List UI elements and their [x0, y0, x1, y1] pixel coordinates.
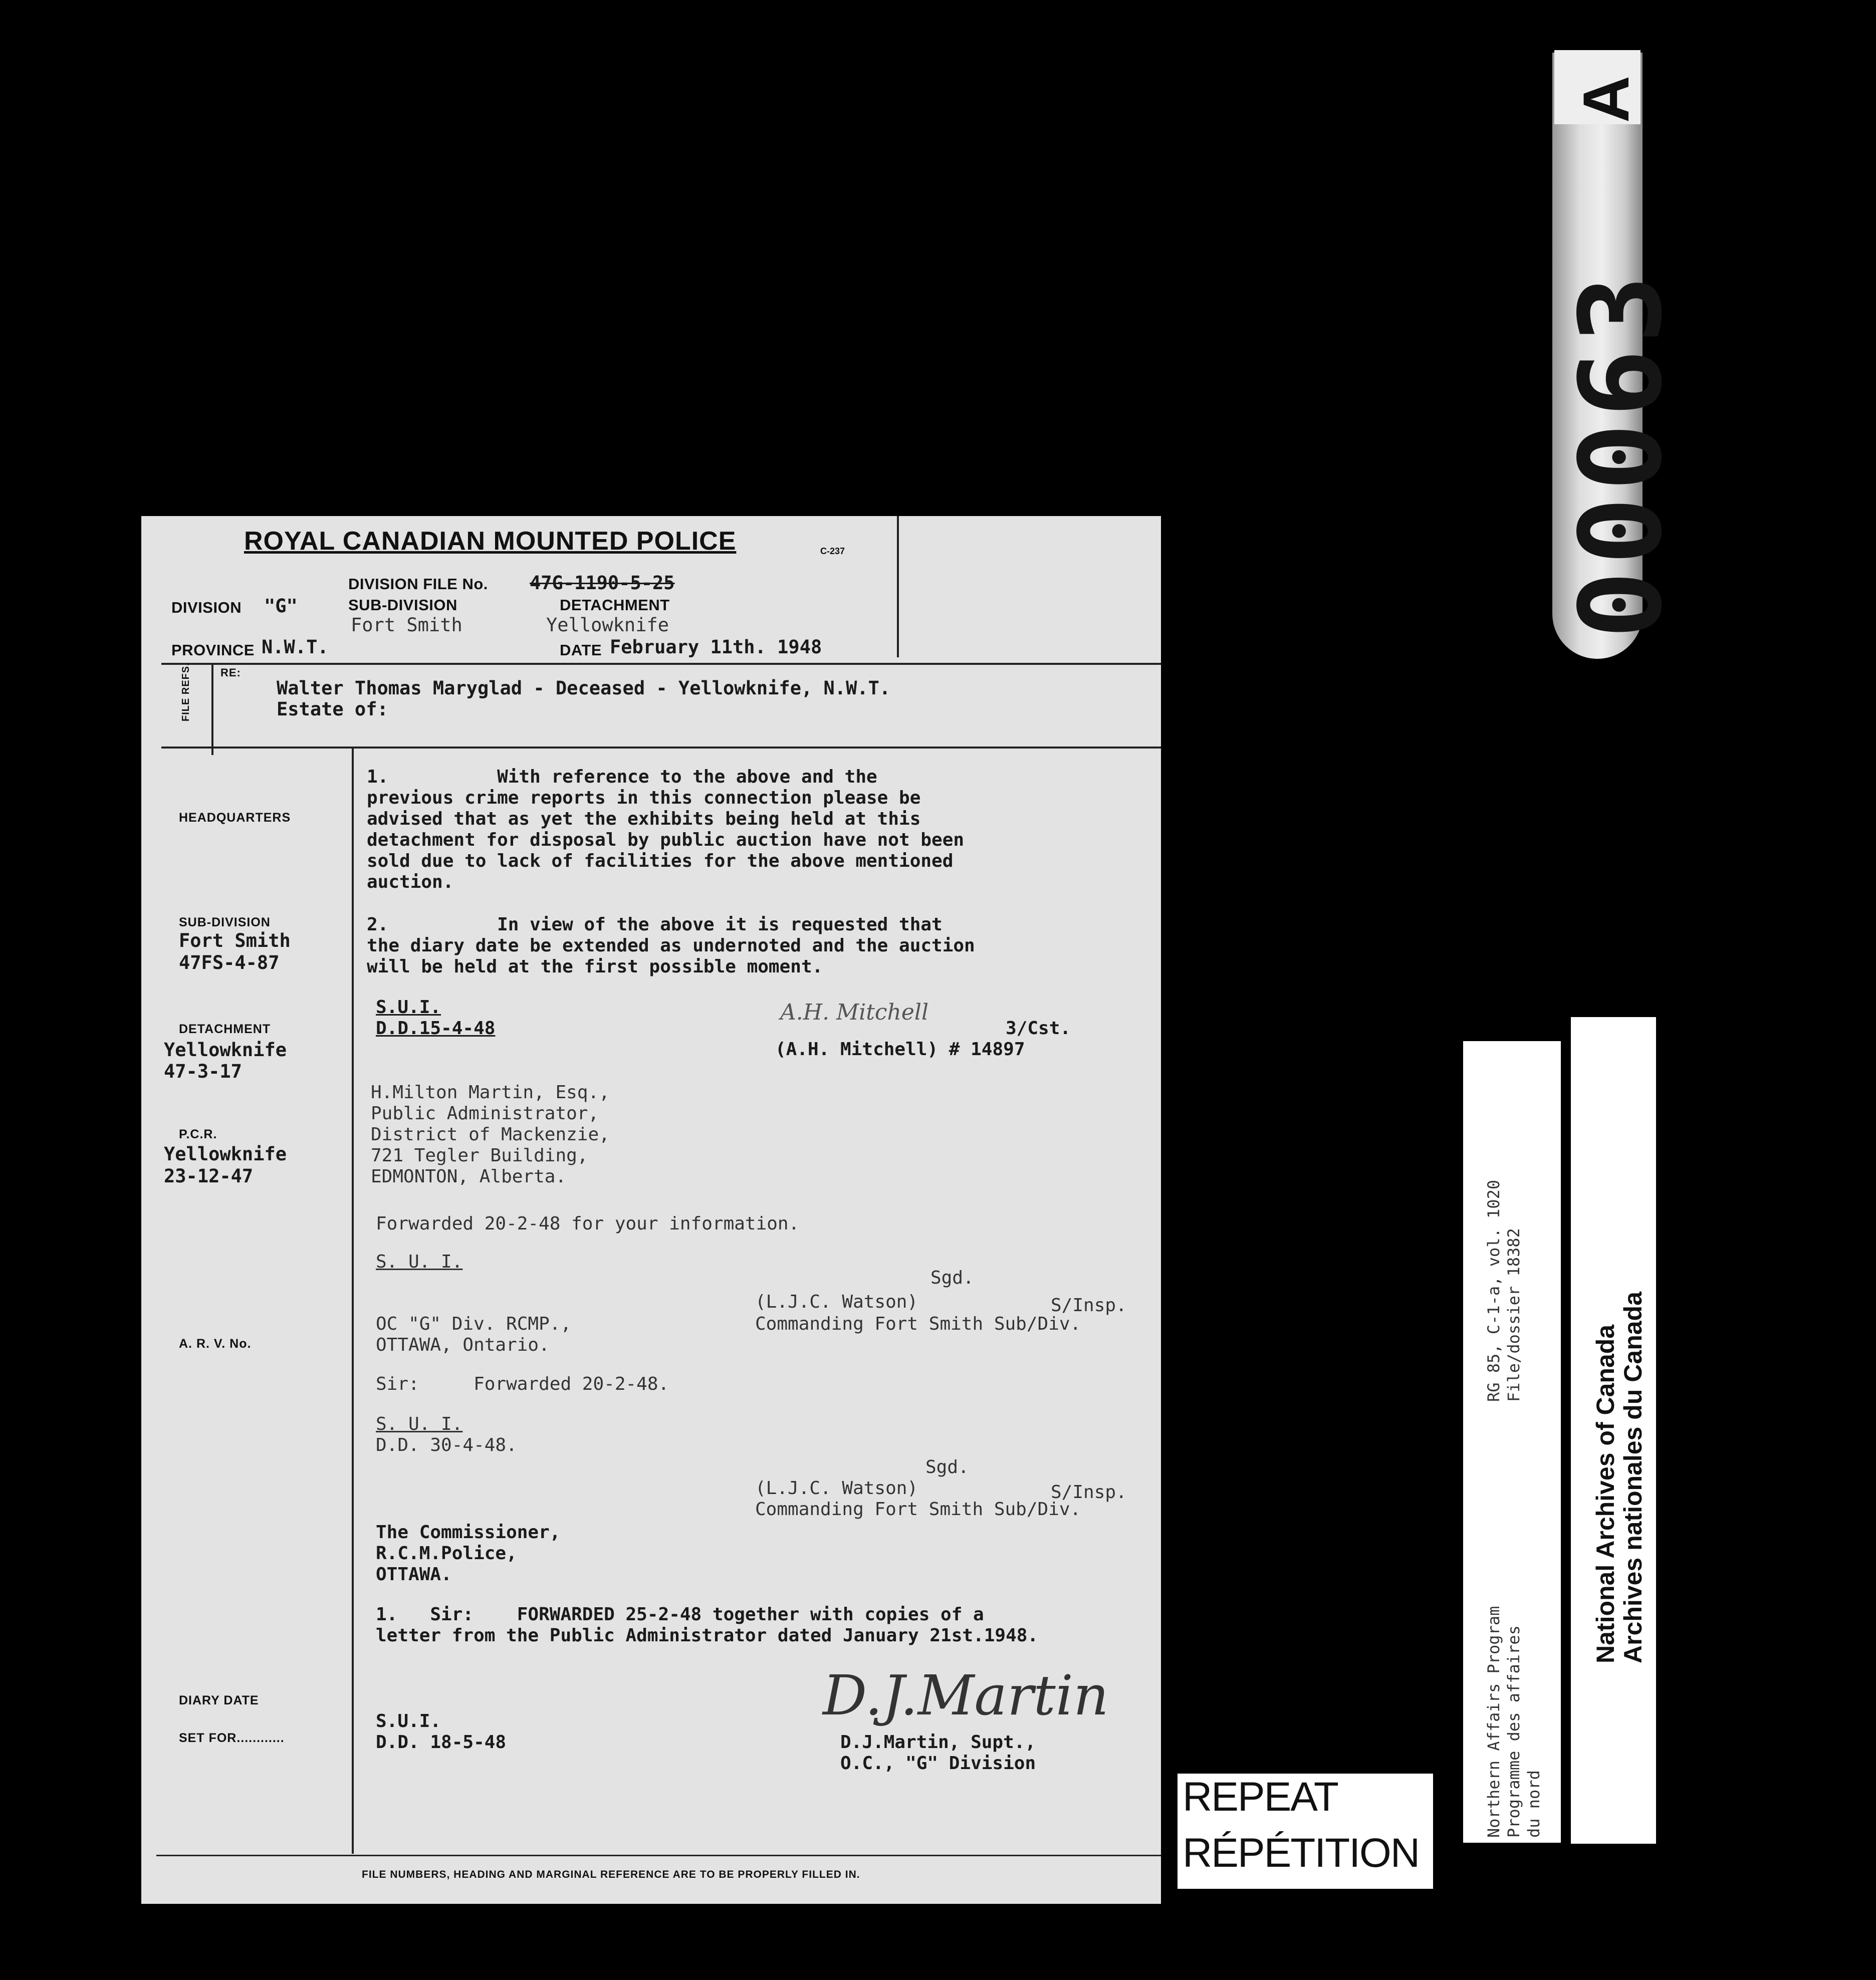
para1-line2: previous crime reports in this connection please be — [367, 788, 921, 808]
division-label: DIVISION — [171, 599, 242, 616]
division-value: "G" — [264, 595, 298, 617]
re-line-2: Estate of: — [277, 698, 388, 720]
commissioner-3: OTTAWA. — [376, 1564, 452, 1585]
forwarded-1: Forwarded 20-2-48 for your information. — [376, 1213, 800, 1234]
para1-line4: detachment for disposal by public auction have not been — [367, 830, 965, 850]
margin-divider — [352, 749, 354, 1854]
date-value: February 11th. 1948 — [610, 636, 822, 658]
frame-number: 00063 — [1556, 269, 1687, 639]
addr-5: EDMONTON, Alberta. — [371, 1166, 567, 1187]
program-line-2: Programme des affaires — [1504, 1625, 1523, 1838]
mitchell-name: (A.H. Mitchell) # 14897 — [775, 1039, 1025, 1060]
sir-forwarded: Sir: Forwarded 20-2-48. — [376, 1374, 669, 1394]
margin-pcr-2: 23-12-47 — [164, 1165, 254, 1187]
addr-1: H.Milton Martin, Esq., — [371, 1082, 610, 1103]
sgd-1: Sgd. — [930, 1268, 974, 1288]
sinsp-1: S/Insp. — [1051, 1295, 1127, 1316]
sui-1: S.U.I. — [376, 997, 441, 1018]
rcmp-report-form — [141, 516, 1161, 1904]
file-refs-label: FILE REFS. — [180, 662, 191, 721]
margin-detachment-2: 47-3-17 — [164, 1061, 242, 1082]
repeat-en: REPEAT — [1183, 1774, 1338, 1820]
forwarded-3-line2: letter from the Public Administrator dated January 21st.1948. — [376, 1625, 1039, 1646]
dd-3: D.D. 30-4-48. — [376, 1435, 517, 1455]
watson-2: (L.J.C. Watson) — [755, 1478, 918, 1499]
watson-1: (L.J.C. Watson) — [755, 1292, 918, 1312]
margin-sub-division-1: Fort Smith — [179, 930, 291, 951]
commanding-2: Commanding Fort Smith Sub/Div. — [755, 1499, 1081, 1520]
margin-set-for-label: SET FOR............ — [179, 1731, 285, 1745]
addr-4: 721 Tegler Building, — [371, 1145, 588, 1166]
margin-detachment-label: DETACHMENT — [179, 1022, 271, 1036]
re-label: RE: — [220, 666, 241, 679]
archives-fr: Archives nationales du Canada — [1619, 1292, 1647, 1663]
sui-3: S. U. I. — [376, 1414, 463, 1434]
oc-2: OTTAWA, Ontario. — [376, 1335, 550, 1355]
sinsp-2: S/Insp. — [1051, 1482, 1127, 1503]
para1-line5: sold due to lack of facilities for the above mentioned — [367, 851, 954, 871]
repeat-fr: RÉPÉTITION — [1183, 1830, 1420, 1876]
file-refs-divider — [211, 665, 213, 755]
archives-label — [1571, 1017, 1656, 1844]
archives-en: National Archives of Canada — [1591, 1324, 1619, 1663]
division-file-value: 47G-1190-5-25 — [530, 572, 675, 594]
para2-line3: will be held at the first possible moment. — [367, 956, 823, 977]
footer-note: FILE NUMBERS, HEADING AND MARGINAL REFERENCE ARE TO BE PROPERLY FILLED IN. — [362, 1869, 860, 1880]
archive-reference-card — [1463, 1041, 1561, 1843]
header-rule — [161, 663, 1161, 665]
commanding-1: Commanding Fort Smith Sub/Div. — [755, 1314, 1081, 1334]
frame-letter: A — [1569, 78, 1643, 123]
martin-1: D.J.Martin, Supt., — [840, 1732, 1036, 1753]
footer-rule — [156, 1855, 1161, 1856]
para2-line2: the diary date be extended as undernoted and the auction — [367, 935, 975, 956]
program-line-3: du nord — [1524, 1770, 1543, 1838]
header-divider — [897, 516, 899, 657]
margin-diary-date-label: DIARY DATE — [179, 1693, 259, 1707]
province-label: PROVINCE — [171, 641, 255, 659]
commissioner-1: The Commissioner, — [376, 1522, 561, 1543]
para1-line1: 1. With reference to the above and the — [367, 767, 877, 787]
margin-sub-division-2: 47FS-4-87 — [179, 952, 280, 973]
province-value: N.W.T. — [262, 636, 329, 658]
addr-2: Public Administrator, — [371, 1103, 599, 1124]
para1-line6: auction. — [367, 872, 454, 892]
martin-signature: D.J.Martin — [823, 1663, 1109, 1727]
dd-4: D.D. 18-5-48 — [376, 1732, 507, 1753]
repeat-stamp — [1178, 1774, 1433, 1889]
form-number: C-237 — [820, 546, 845, 556]
margin-detachment-1: Yellowknife — [164, 1039, 287, 1061]
dd-1: D.D.15-4-48 — [376, 1018, 496, 1039]
re-line-1: Walter Thomas Maryglad - Deceased - Yellowknife, N.W.T. — [277, 677, 891, 699]
mitchell-rank: 3/Cst. — [1006, 1018, 1071, 1039]
detachment-label: DETACHMENT — [560, 596, 670, 614]
sub-division-label: SUB-DIVISION — [348, 596, 457, 614]
martin-2: O.C., "G" Division — [840, 1753, 1036, 1774]
margin-arv-label: A. R. V. No. — [179, 1337, 252, 1351]
date-label: DATE — [560, 641, 602, 659]
margin-headquarters: HEADQUARTERS — [179, 811, 291, 825]
margin-pcr-1: Yellowknife — [164, 1143, 287, 1165]
commissioner-2: R.C.M.Police, — [376, 1543, 517, 1564]
para2-line1: 2. In view of the above it is requested that — [367, 914, 943, 935]
forwarded-3-line1: 1. Sir: FORWARDED 25-2-48 together with copies of a — [376, 1604, 984, 1625]
sui-2: S. U. I. — [376, 1252, 463, 1272]
program-line-1: Northern Affairs Program — [1484, 1606, 1503, 1838]
oc-1: OC "G" Div. RCMP., — [376, 1314, 572, 1334]
sgd-2: Sgd. — [925, 1457, 969, 1477]
division-file-label: DIVISION FILE No. — [348, 575, 488, 593]
form-title: ROYAL CANADIAN MOUNTED POLICE — [244, 527, 737, 556]
re-rule — [161, 747, 1161, 749]
margin-pcr-label: P.C.R. — [179, 1127, 217, 1141]
ref-line-1: RG 85, C-1-a, vol. 1020 — [1484, 1179, 1503, 1402]
addr-3: District of Mackenzie, — [371, 1124, 610, 1145]
sub-division-value: Fort Smith — [351, 614, 462, 636]
ref-line-2: File/dossier 18382 — [1504, 1228, 1523, 1402]
mitchell-signature: A.H. Mitchell — [780, 1000, 929, 1025]
sui-4: S.U.I. — [376, 1711, 441, 1731]
para1-line3: advised that as yet the exhibits being held at this — [367, 809, 921, 829]
detachment-value: Yellowknife — [546, 614, 669, 636]
margin-sub-division-label: SUB-DIVISION — [179, 915, 271, 929]
